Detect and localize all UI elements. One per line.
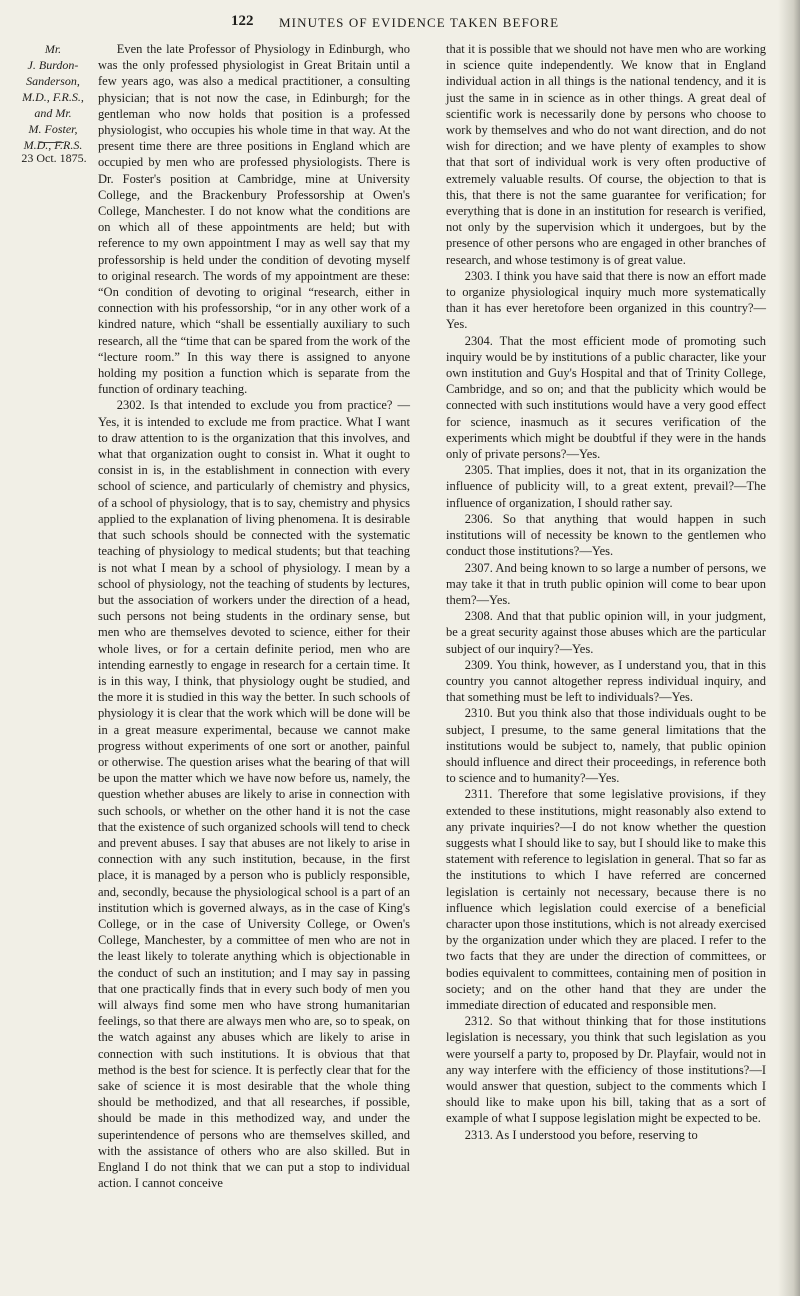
paragraph: Even the late Professor of Physiology in Edinburgh, who was the only professed physiologist in Great Britain until a few years ago, was also a medical practitioner, a consulting physician; that is not now the case, in Edinburgh; for the gentleman who now holds that position is a professed physiologist, who occupies his whole time in that way. At the present time there are three positions in England which are occupied by men who are professed physiologists. There is Dr. Foster's position at Cambridge, mine at University College, and the Brackenbury Professorship at Owen's College, Manchester. I do not know what the conditions are on which all of these appointments are held; but with reference to my own appointment I may as well say that my professorship is held under the condition of devoting myself to original research. The words of my appointment are these: “On condition of devoting to original “research, either in connection with his professorship, “or in any other work of a kindred nature, which “shall be essentially auxiliary to such research, all the “time that can be spared from the work of the “lecture room.” In this way there is assigned to anyone holding my position a function which is separate from the function of ordinary teaching. (98, 42, 410, 397)
evidence-date: 23 Oct. 1875. (21, 151, 87, 165)
paragraph: 2304. That the most efficient mode of promoting such inquiry would be by institutions of a public character, like your own institution and Guy's Hospital and that of Trinity College, Cambridge, and so on; and that the publicity which would be connected with such institutions would have a very good effect for science, inasmuch as it secures verification of the experiments which might be doubtful if they were in the hands only of private persons?—Yes. (446, 333, 766, 462)
witness-line: J. Burdon- (27, 58, 79, 72)
witness-line: Mr. (44, 42, 62, 56)
paragraph: 2305. That implies, does it not, that in its organization the influence of publicity will, to a great extent, prevail?—The influence of organization, I should rather say. (446, 463, 766, 510)
paragraph: 2309. You think, however, as I understand you, that in this country you cannot altogether repress individual inquiry, and that something must be left to individuals?—Yes. (446, 657, 766, 705)
paragraph: 2306. So that anything that would happen in such institutions will of necessity be known to the gentlemen who conduct those institutions?—Yes. (446, 511, 766, 559)
paragraph: 2313. As I understood you before, reserving to (464, 1127, 698, 1142)
right-column (446, 41, 766, 1143)
margin-divider (40, 142, 64, 143)
paragraph: 2311. Therefore that some legislative provisions, if they extended to these institutions, might reasonably also extend to any private inquiries?—I do not know whether the question suggests what I should like to say, but I should like to make this statement with reference to legislation in general. That so far as the institutions to which I have referred are concerned legislation is certainly not necessary, because there is no influence which legislation could exercise of a beneficial character upon those institutions, which is not already exercised by the organization under which they are placed. I refer to the two facts that they are under the direction of committees, or bodies equivalent to committees, containing men of position in society; and on the other hand that they are under the immediate direction of educated and responsible men. (446, 787, 766, 1012)
paragraph: 2312. So that without thinking that for those institutions legislation is necessary, you think that such legislation as you were yourself a party to, proposed by Dr. Playfair, would not in any way interfere with the efficiency of those institutions?—I would answer that question, subject to the comments which I should like to make upon his bill, taking that as a sort of example of what I suppose legislation might be expected to be. (446, 1014, 766, 1126)
paragraph: 2307. And being known to so large a number of persons, we may take it that in truth public opinion will come to bear upon them?—Yes. (446, 560, 766, 607)
paragraph: 2302. Is that intended to exclude you from practice? —Yes, it is intended to exclude me from practice. What I want to draw attention to is the organization that this involves, and what that organization ought to consist in. What it ought to consist in is, in the establishment in connection with every school of science, and particularly of chemistry and physics, of a school of physiology, that is to say, chemistry and physics applied to the explanation of living phenomena. It is desirable that such schools should be connected with the systematic teaching of physiology to medical students; but that teaching is not what I mean by a school of physiology. I mean by a school of physiology, not the teaching of students by lectures, but the association of workers under the direction of a head, such persons not being students in the ordinary sense, but men who are themselves devoted to science, either for their whole lives, or for a certain definite period, men who are intending earnestly to engage in research for a certain time. It is in this way, I think, that physiology ought be studied, and the more it is studied in this way the better. In such schools of physiology it is clear that the work which will be done will be in a great measure experimental, because we cannot make progress without experiments of one sort or another, painful or otherwise. The question arises what the bearing of that will be upon the matter which we have now before us, namely, the question whether abuses are likely to arise in connection with such schools, or whether on the other hand it is not the case that the existence of such organized schools will tend to check and prevent abuses. I say that abuses are not likely to arise in connection with any such institution, because, in the first place, it is managed by a person who is publicly responsible, and, secondly, because the physiological school is a part of an institution which is governed always, as in the case of King's College, or in the case of University College, or Owen's College, Manchester, by a committee of men who are not in the least likely to tolerate anything which is objectionable in the conduct of such an institution; and I may say in passing that one practically finds that in every such body of men you will always find some men who have strong humanitarian feelings, so that there are always men who are, so to speak, on the watch against any abuses which are likely to arise in connection with such institutions. It is obvious that that method is the best for science. It is perfectly clear that for the sake of science it is most desirable that the whole thing should be methodized, and that all researches, if possible, should be made in this methodized way, and under the superintendence of persons who are themselves skilled, and with the assistance of others who are also skilled. But in England I do not think that we can put a stop to individual action. I cannot conceive (98, 398, 410, 1191)
witness-margin-note (16, 41, 90, 153)
witness-line: and Mr. (34, 106, 72, 120)
witness-line: M. Foster, (28, 122, 78, 136)
page-edge-shadow (778, 0, 800, 1296)
page-header (0, 8, 800, 34)
paragraph: 2310. But you think also that those individuals ought to be subject, I presume, to the same general limitations that the institutions would be subject to, namely, that public opinion should influence and direct their proceedings, in reference both to science and to humanity?—Yes. (446, 706, 766, 786)
running-title: MINUTES OF EVIDENCE TAKEN BEFORE (279, 15, 560, 30)
witness-line: M.D., F.R.S., (22, 90, 84, 104)
paragraph: that it is possible that we should not have men who are working in science quite independently. We know that in England individual action in all things is the national tendency, and it is just the same in in science as in other things. A great deal of scientific work is necessarily done by persons who choose to work by themselves and who do not want direction, and do not wish for direction; and we have plenty of examples to show that that sort of individual work is very often productive of extremely valuable results. Of course, the objection to that is this, that there is not the same guarantee for verification; for everything that is done in an institution for research is verified, not only by the supervision which it undergoes, but by the presence of other persons who are engaged in other branches of research, and whose testimony is of great value. (446, 42, 766, 267)
paragraph: 2303. I think you have said that there is now an effort made to organize physiological inquiry much more systematically than it has ever heretofore been organized in this country?—Yes. (446, 268, 766, 332)
witness-line: M.D., F.R.S. (23, 138, 83, 152)
witness-line: Sanderson, (26, 74, 80, 88)
page-number: 122 (231, 13, 254, 29)
paragraph: 2308. And that that public opinion will, in your judgment, be a great security against those abuses which are the particular subject of our inquiry?—Yes. (446, 609, 766, 656)
left-column (98, 41, 410, 1191)
